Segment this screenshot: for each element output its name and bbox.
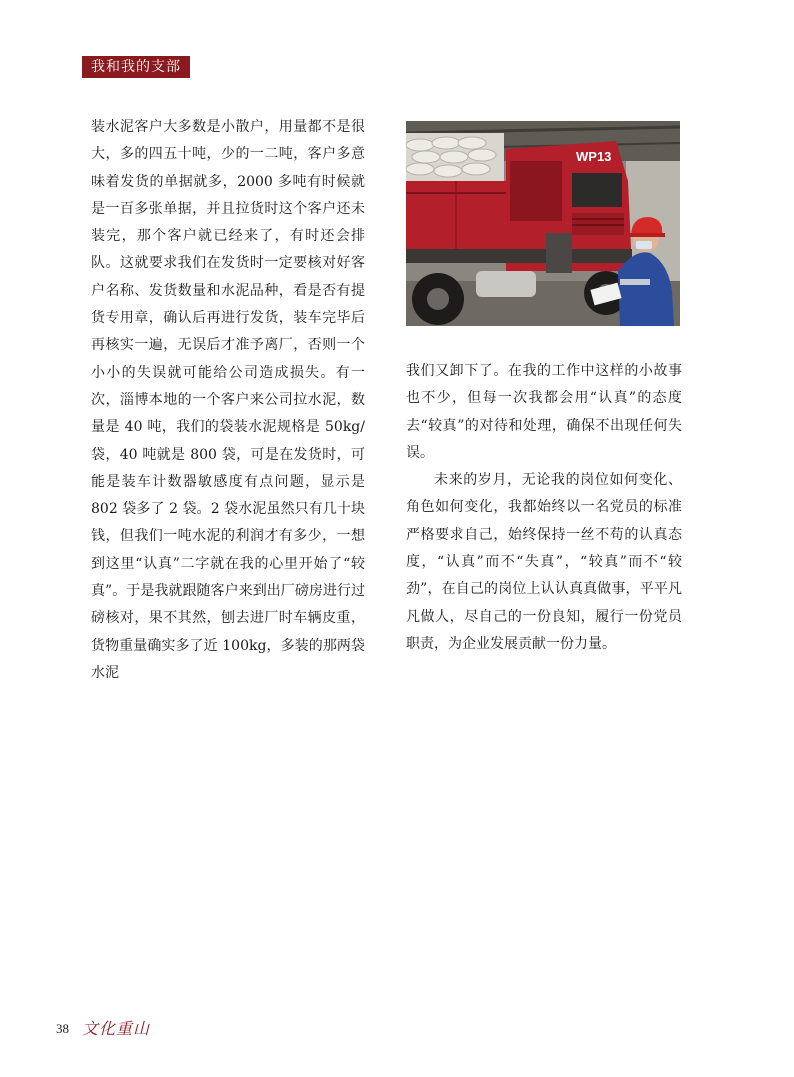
section-label: 我和我的支部 — [82, 56, 190, 78]
article-left-column: 装水泥客户大多数是小散户，用量都不是很大，多的四五十吨，少的一二吨，客户多意味着发货的单据就多，2000 多吨有时候就是一百多张单据，并且拉货时这个客户还未装完，那个客户就已经来了，有时还会排队。这就要求我们在发货时一定要核对好客户名称、发货数量和水泥品种，看是否有提货专用章，确认后再进行发货，装车完毕后再核实一遍，无误后才准予离厂，否则一个小小的失误就可能给公司造成损失。有一次，淄博本地的一个客户来公司拉水泥，数量是 40 吨，我们的袋装水泥规格是 50kg/ 袋，40 吨就是 800 袋，可是在发货时，可能是装车计数器敏感度有点问题，显示是 802 袋多了 2 袋。2 袋水泥虽然只有几十块钱，但我们一吨水泥的利润才有多少，一想到这里“认真”二字就在我的心里开始了“较真”。于是我就跟随客户来到出厂磅房进行过磅核对，果不其然，刨去进厂时车辆皮重，货物重量确实多了近 100kg，多装的那两袋水泥 — [91, 119, 365, 681]
truck-loading-photo — [406, 121, 680, 326]
cab-text: WP13 — [576, 149, 612, 164]
right-paragraph-1: 我们又卸下了。在我的工作中这样的小故事也不少，但每一次我都会用“认真”的态度去“较真”的对待和处理，确保不出现任何失误。 — [406, 363, 682, 461]
magazine-logo: 文化重山 — [82, 1019, 151, 1038]
right-paragraph-2: 未来的岁月，无论我的岗位如何变化、角色如何变化，我都始终以一名党员的标准严格要求自己，始终保持一丝不苟的认真态度，“认真”而不“失真”，“较真”而不“较劲”，在自己的岗位上认认真真做事，平平凡凡做人，尽自己的一份良知，履行一份党员职责，为企业发展贡献一份力量。 — [406, 472, 682, 652]
article-right-column — [406, 358, 682, 658]
page-number: 38 — [56, 1021, 69, 1036]
